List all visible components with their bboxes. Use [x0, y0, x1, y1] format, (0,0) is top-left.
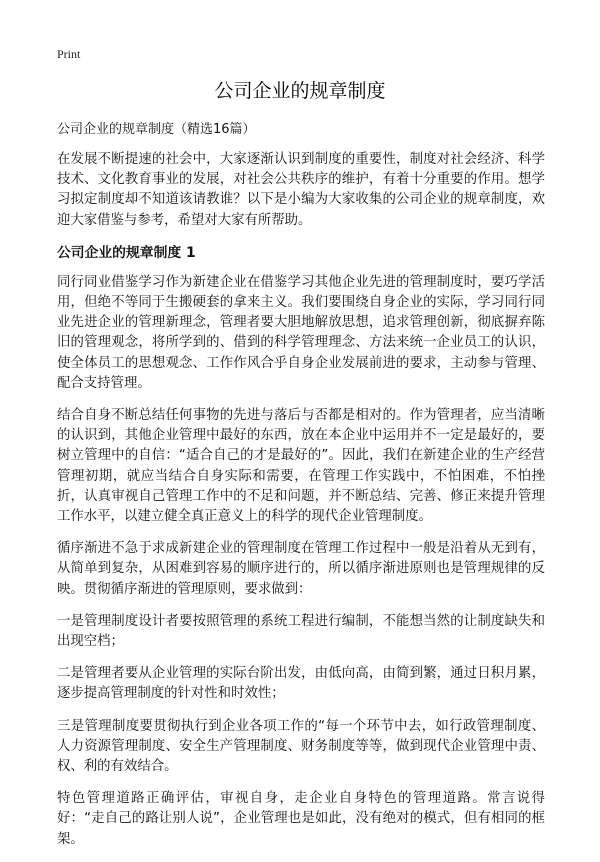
print-link[interactable]: Print — [57, 47, 81, 61]
page-title: 公司企业的规章制度 — [214, 80, 386, 102]
body-paragraph: 结合自身不断总结任何事物的先进与落后与否都是相对的。作为管理者，应当清晰的认识到，其他企业管理中最好的东西，放在本企业中运用并不一定是最好的，要树立管理中的自信：“适合自己的才是最好的”。因此，我们在新建企业的生产经营管理初期，就应当结合自身实际和需要，在管理工作实践中，不怕困难，不怕挫折，认真审视自己管理工作中的不足和问题，并不断总结、完善、修正来提升管理工作水平，以建立健全真正意义上的科学的现代企业管理制度。 — [57, 408, 545, 525]
document-subtitle: 公司企业的规章制度（精选16篇） — [57, 122, 256, 137]
intro-paragraph: 在发展不断提速的社会中，大家逐渐认识到制度的重要性，制度对社会经济、科学技术、文化教育事业的发展，对社会公共秩序的维护，有着十分重要的作用。想学习拟定制度却不知道该请教谁？以下是小编为大家收集的公司企业的规章制度，欢迎大家借鉴与参考，希望对大家有所帮助。 — [57, 152, 545, 228]
body-paragraph: 一是管理制度设计者要按照管理的系统工程进行编制，不能想当然的让制度缺失和出现空档； — [57, 613, 545, 650]
body-paragraph: 循序渐进不急于求成新建企业的管理制度在管理工作过程中一般是沿着从无到有，从简单到复杂，从困难到容易的顺序进行的，所以循序渐进原则也是管理规律的反映。贯彻循序渐进的管理原则，要求做到： — [57, 541, 545, 597]
body-paragraph: 特色管理道路正确评估，审视自身，走企业自身特色的管理道路。常言说得好：“走自己的路让别人说”，企业管理也是如此，没有绝对的模式，但有相同的框架。 — [57, 791, 545, 847]
body-paragraph: 三是管理制度要贯彻执行到企业各项工作的“每一个环节中去，如行政管理制度、人力资源管理制度、安全生产管理制度、财务制度等等，做到现代企业管理中责、权、利的有效结合。 — [57, 718, 545, 775]
section-heading: 公司企业的规章制度 1 — [57, 244, 196, 261]
body-paragraph: 同行同业借鉴学习作为新建企业在借鉴学习其他企业先进的管理制度时，要巧学活用，但绝不等同于生搬硬套的拿来主义。我们要围绕自身企业的实际，学习同行同业先进企业的管理新理念，管理者要大胆地解放思想，追求管理创新，彻底摒弃陈旧的管理观念，将所学到的、借到的科学管理理念、方法来统一企业员工的认识，使全体员工的思想观念、工作作风合乎自身企业发展前进的要求，主动参与管理、配合支持管理。 — [57, 274, 545, 391]
body-paragraph: 二是管理者要从企业管理的实际台阶出发，由低向高，由简到繁，通过日积月累，逐步提高管理制度的针对性和时效性； — [57, 666, 545, 702]
document-body — [57, 150, 545, 862]
